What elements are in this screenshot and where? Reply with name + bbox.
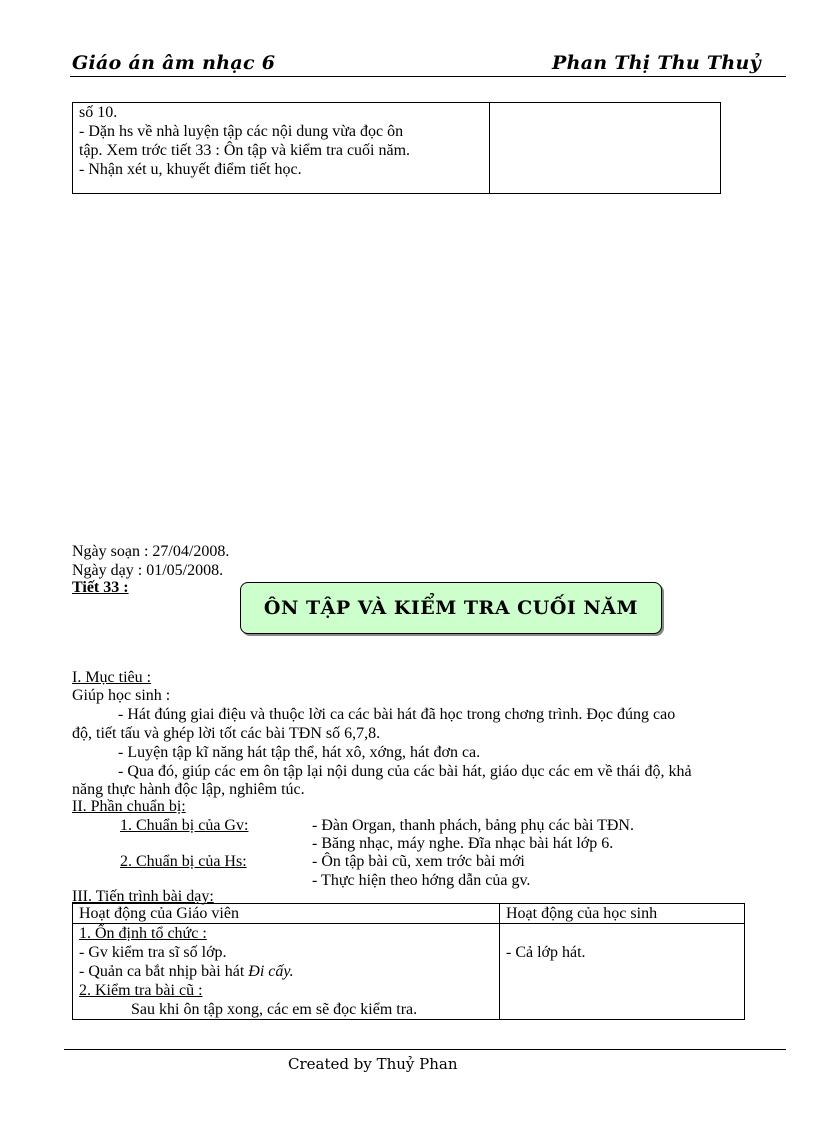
top-table bbox=[72, 102, 721, 194]
col-header-student: Hoạt động của học sinh bbox=[500, 904, 745, 924]
teacher-step-2: - Gv kiểm tra sĩ số lớp. bbox=[79, 944, 227, 961]
section1-intro: Giúp học sinh : bbox=[72, 687, 171, 704]
top-table-left-cell bbox=[73, 103, 490, 194]
lesson-title: ÔN TẬP VÀ KIỂM TRA CUỐI NĂM bbox=[263, 597, 639, 619]
header-divider bbox=[70, 76, 786, 77]
header-right: Phan Thị Thu Thuỷ bbox=[552, 52, 761, 74]
prep-student-1: - Ôn tập bài cũ, xem trớc bài mới bbox=[312, 853, 525, 870]
activity-table bbox=[72, 903, 745, 1020]
teacher-step-4: 2. Kiểm tra bài cũ : bbox=[79, 982, 203, 999]
teacher-step-3 bbox=[79, 962, 493, 981]
prep-teacher-2: - Băng nhạc, máy nghe. Đĩa nhạc bài hát lớp 6. bbox=[312, 835, 614, 852]
date-prepared: Ngày soạn : 27/04/2008. bbox=[72, 543, 230, 560]
date-taught: Ngày dạy : 01/05/2008. bbox=[72, 562, 224, 579]
section1-p3a: - Qua đó, giúp các em ôn tập lại nội dung của các bài hát, giáo dục các em về thái độ, khả bbox=[118, 763, 692, 780]
section1-heading: I. Mục tiêu : bbox=[72, 669, 152, 686]
section3-heading: III. Tiến trình bài dạy: bbox=[72, 888, 214, 905]
teacher-step-1: 1. Ổn định tổ chức : bbox=[79, 925, 207, 942]
top-table-right-cell bbox=[490, 103, 721, 194]
footer-credit: Created by Thuỷ Phan bbox=[288, 1055, 458, 1073]
lesson-title-box bbox=[240, 582, 662, 634]
footer-divider bbox=[64, 1049, 786, 1050]
student-step-1: - Cả lớp hát. bbox=[506, 944, 586, 961]
section1-p1a: - Hát đúng giai điệu và thuộc lời ca các bài hát đã học trong chơng trình. Đọc đúng cao bbox=[118, 706, 676, 723]
section1-p2: - Luyện tập kĩ năng hát tập thể, hát xô, xớng, hát đơn ca. bbox=[118, 744, 481, 761]
col-header-teacher: Hoạt động của Giáo viên bbox=[73, 904, 500, 924]
teacher-step-3-text: - Quản ca bắt nhịp bài hát bbox=[79, 963, 249, 980]
header-left: Giáo án âm nhạc 6 bbox=[72, 52, 276, 74]
section2-heading: II. Phần chuẩn bị: bbox=[72, 798, 186, 815]
top-line-4: - Nhận xét u, khuyết điểm tiết học. bbox=[79, 161, 302, 178]
teacher-step-5: Sau khi ôn tập xong, các em sẽ đọc kiểm tra. bbox=[131, 1001, 418, 1018]
student-activity-cell bbox=[500, 924, 745, 1020]
lesson-number: Tiết 33 : bbox=[72, 579, 129, 596]
prep-teacher-1: - Đàn Organ, thanh phách, bảng phụ các bài TĐN. bbox=[312, 817, 634, 834]
top-line-2: - Dặn hs về nhà luyện tập các nội dung vừa đọc ôn bbox=[79, 123, 404, 140]
section1-p1b: độ, tiết tấu và ghép lời tốt các bài TĐN số 6,7,8. bbox=[72, 725, 381, 742]
prep-student-2: - Thực hiện theo hớng dẫn của gv. bbox=[312, 872, 531, 889]
top-line-3: tập. Xem trớc tiết 33 : Ôn tập và kiểm tra cuối năm. bbox=[79, 142, 411, 159]
prep-student-label: 2. Chuẩn bị của Hs: bbox=[120, 853, 247, 870]
teacher-activity-cell bbox=[73, 924, 500, 1020]
section1-p3b: năng thực hành độc lập, nghiêm túc. bbox=[72, 781, 305, 798]
song-name: Đi cấy. bbox=[248, 963, 294, 980]
top-line-1: số 10. bbox=[79, 104, 118, 121]
prep-teacher-label: 1. Chuẩn bị của Gv: bbox=[120, 817, 249, 834]
